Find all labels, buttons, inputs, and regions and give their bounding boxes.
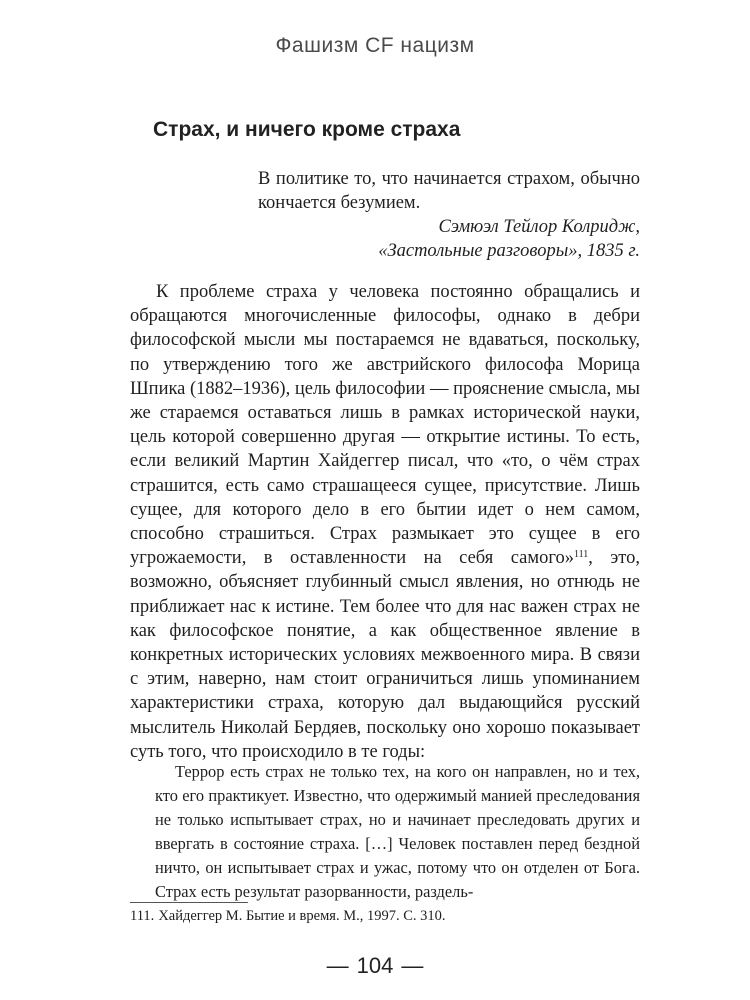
body-text-before-ref: К проблеме страха у человека постоянно обращались и обращаются многочисленные философы, однако в дебри философской мысли мы постараемся не вдаваться, поскольку, по утверждению того же австрийского философа Морица Шпика (1882–1936), цель философии — прояснение смысла, мы же стараемся оставаться лишь в рамках исторической науки, цель которой совершенно другая — открытие истины. То есть, если великий Мартин Хайдеггер писал, что «то, о чём страх страшится, есть само страшащееся сущее, присутствие. Лишь сущее, для которого дело в его бытии идет о нем самом, способно страшиться. Страх размыкает это сущее в его угрожаемости, в оставленности на себя самого» xyxy=(130,282,640,569)
footnote xyxy=(130,906,640,926)
epigraph-year: 1835 г. xyxy=(586,241,640,261)
footnote-number: 111. xyxy=(130,908,155,924)
page-number xyxy=(0,953,750,979)
page-number-dash-right: — xyxy=(401,953,424,978)
running-head: Фашизм CF нацизм xyxy=(275,34,475,57)
block-quote xyxy=(155,760,640,904)
body-text-after-ref: , это, возможно, объясняет глубинный смысл явления, но отнюдь не приближает нас к истине. Тем более что для нас важен страх не как философское понятие, а как общественное явление в конкретных исторических условиях межвоенного мира. В связи с этим, наверно, нам стоит ограничиться лишь упоминанием характеристики страха, которую дал выдающийся русский мыслитель Николай Бердяев, поскольку оно хорошо показывает суть того, что происходило в те годы: xyxy=(130,548,640,762)
page-number-dash-left: — xyxy=(326,953,349,978)
epigraph-source-line xyxy=(258,239,640,263)
footnote-divider xyxy=(130,902,248,903)
epigraph-quote: В политике то, что начинается страхом, обычно кончается безумием. xyxy=(258,169,640,213)
page-number-value: 104 xyxy=(356,953,394,978)
footnote-text: Хайдеггер М. Бытие и время. М., 1997. С. 310. xyxy=(158,908,446,924)
body-paragraph xyxy=(130,280,640,764)
footnote-reference: 111 xyxy=(573,549,589,561)
section-title: Страх, и ничего кроме страха xyxy=(153,118,461,141)
block-quote-text: Террор есть страх не только тех, на кого он направлен, но и тех, кто его практикует. Известно, что одержимый манией преследования не только испытывает страх, но и начинает преследовать других и ввергать в состояние страха. […] Человек поставлен перед бездной ничто, он испытывает страх и ужас, потому что он отделен от Бога. Страх есть результат разорванности, раздель- xyxy=(155,762,640,901)
epigraph-source: «Застольные разговоры», xyxy=(378,241,583,261)
body-text xyxy=(130,280,640,764)
epigraph xyxy=(258,167,640,263)
epigraph-author: Сэмюэл Тейлор Колридж, xyxy=(438,217,640,237)
